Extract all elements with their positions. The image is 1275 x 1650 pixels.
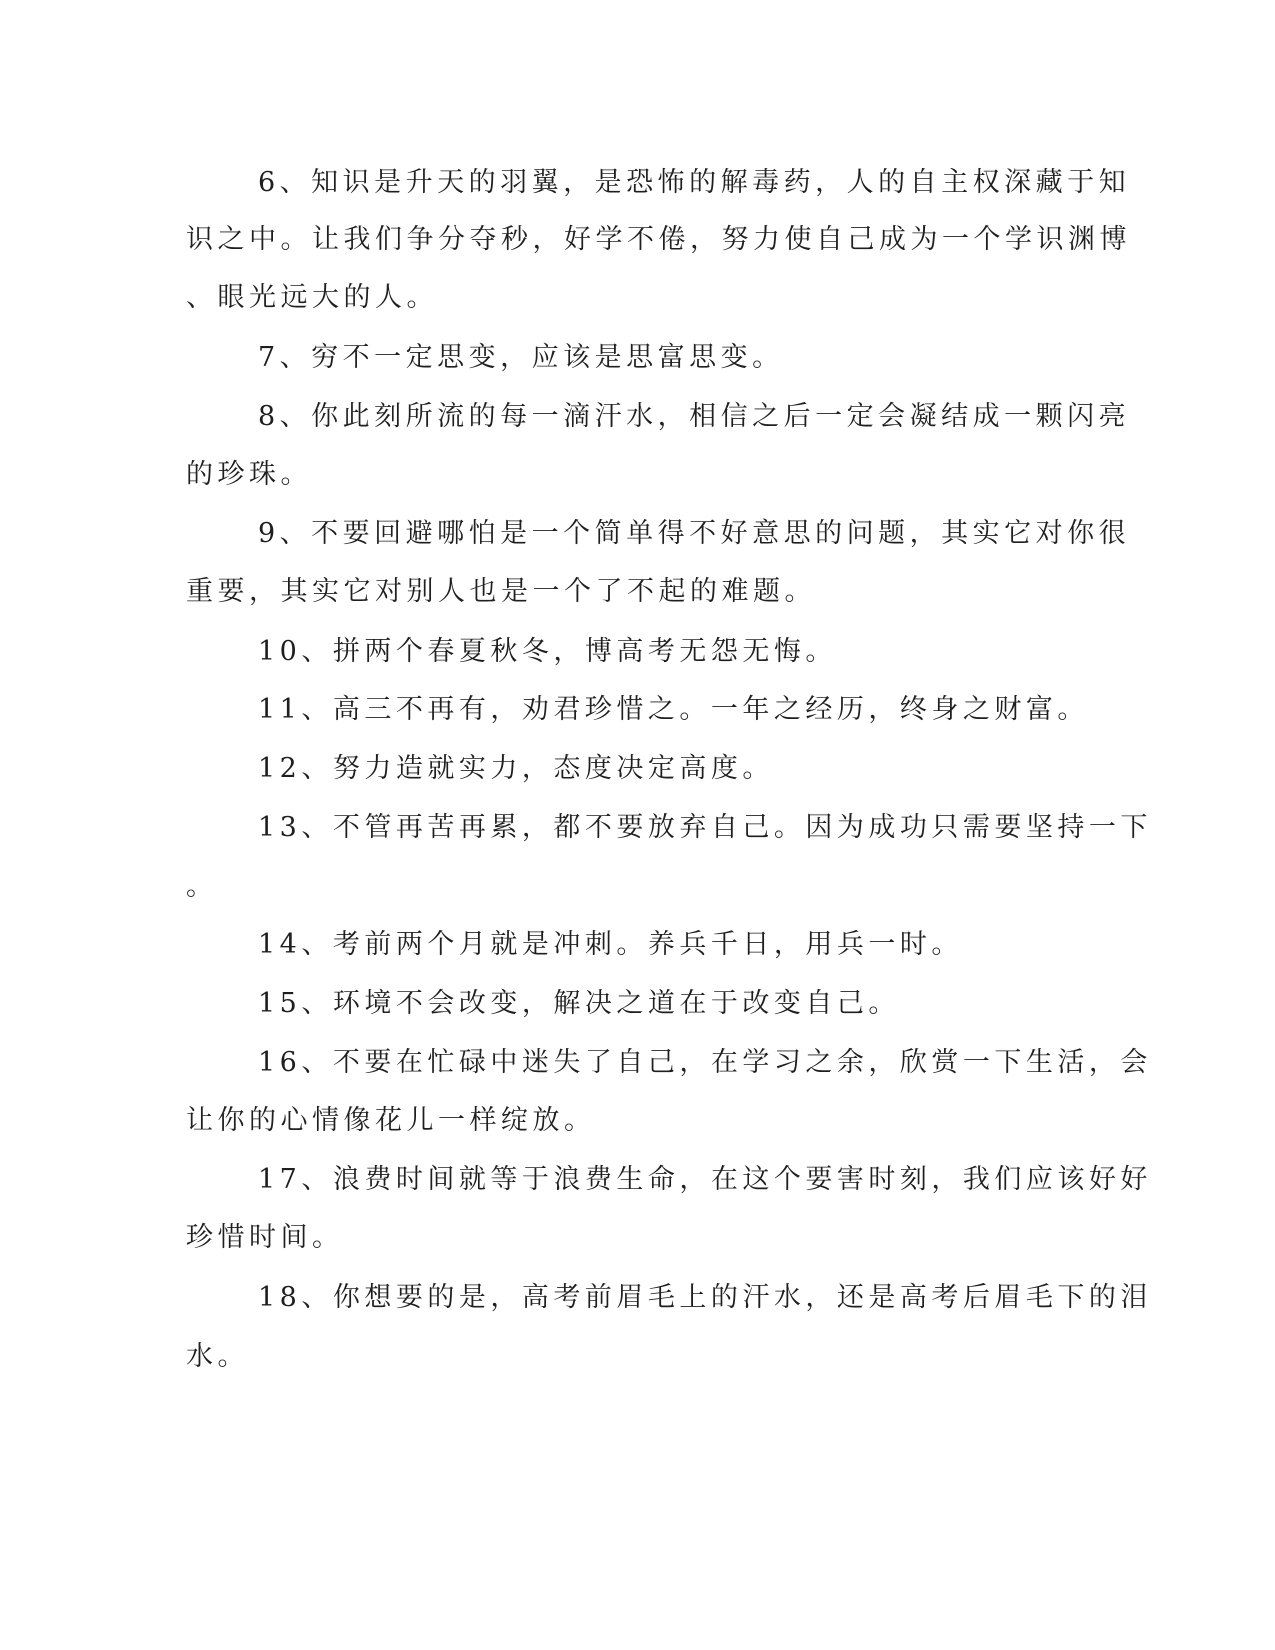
quote-18-line-2: 水。	[186, 1341, 249, 1372]
quote-7-line-1: 7、穷不一定思变，应该是思富思变。	[258, 342, 784, 373]
quote-9-line-1: 9、不要回避哪怕是一个简单得不好意思的问题，其实它对你很	[258, 518, 1131, 549]
quote-9-line-2: 重要，其实它对别人也是一个了不起的难题。	[186, 576, 816, 607]
quote-13-line-2: 。	[186, 871, 218, 902]
quote-13-line-1: 13、不管再苦再累，都不要放弃自己。因为成功只需要坚持一下	[258, 812, 1152, 843]
quote-8-line-2: 的珍珠。	[186, 459, 312, 490]
quote-16-line-2: 让你的心情像花儿一样绽放。	[186, 1105, 596, 1136]
quote-15-line-1: 15、环境不会改变，解决之道在于改变自己。	[258, 988, 900, 1019]
quote-11-line-1: 11、高三不再有，劝君珍惜之。一年之经历，终身之财富。	[258, 694, 1089, 725]
quote-14-line-1: 14、考前两个月就是冲刺。养兵千日，用兵一时。	[258, 929, 963, 960]
quote-10-line-1: 10、拼两个春夏秋冬，博高考无怨无悔。	[258, 636, 837, 667]
quote-17-line-2: 珍惜时间。	[186, 1222, 344, 1253]
quote-8-line-1: 8、你此刻所流的每一滴汗水，相信之后一定会凝结成一颗闪亮	[258, 401, 1131, 432]
quote-6-line-3: 、眼光远大的人。	[186, 282, 438, 313]
quote-17-line-1: 17、浪费时间就等于浪费生命，在这个要害时刻，我们应该好好	[258, 1164, 1152, 1195]
quote-18-line-1: 18、你想要的是，高考前眉毛上的汗水，还是高考后眉毛下的泪	[258, 1282, 1152, 1313]
quote-6-line-2: 识之中。让我们争分夺秒，好学不倦，努力使自己成为一个学识渊博	[186, 224, 1131, 255]
quote-16-line-1: 16、不要在忙碌中迷失了自己，在学习之余，欣赏一下生活，会	[258, 1047, 1152, 1078]
quote-6-line-1: 6、知识是升天的羽翼，是恐怖的解毒药，人的自主权深藏于知	[258, 167, 1131, 198]
quote-12-line-1: 12、努力造就实力，态度决定高度。	[258, 753, 774, 784]
